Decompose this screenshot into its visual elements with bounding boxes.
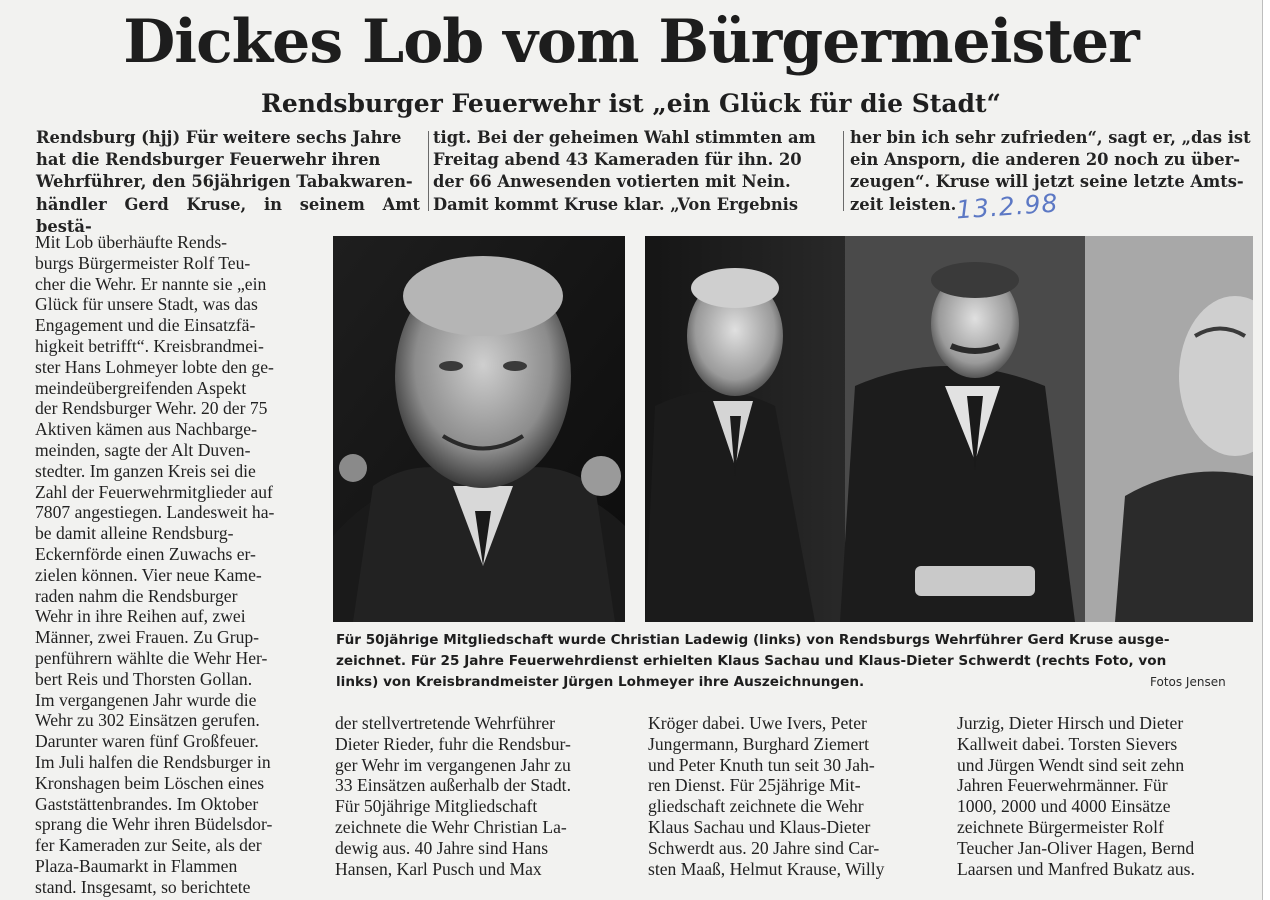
photo-caption: Für 50jährige Mitgliedschaft wurde Christian Ladewig (links) von Rendsburgs Wehrführer Gerd Kruse ausge- zeichnet. Für 25 Jahre Feuerwehrdienst erhielten Klaus Sachau und Klaus-Dieter Schwerdt (rechts Foto, von links) von Kreisbrandmeister Jürgen Lohmeyer ihre Auszeichnungen. bbox=[336, 632, 1170, 690]
bottom-column-2: Kröger dabei. Uwe Ivers, Peter Jungermann, Burghard Ziemert und Peter Knuth tun seit 30 Jah- ren Dienst. Für 25jährige Mit- gliedschaft zeichnete die Wehr Klaus Sachau und Klaus-Dieter Schwerdt aus. 20 Jahre sind Car- sten Maaß, Helmut Krause, Willy bbox=[648, 713, 885, 879]
column-divider bbox=[843, 131, 844, 211]
group-illustration bbox=[645, 236, 1253, 622]
photo-award-ceremony bbox=[645, 236, 1253, 622]
photo-christian-ladewig bbox=[333, 236, 625, 622]
lead-paragraph-1: Rendsburg (hjj) Für weitere sechs Jahre hat die Rendsburger Feuerwehr ihren Wehrführer, den 56jährigen Tabakwaren- händler Gerd Kruse, in seinem Amt bestä- bbox=[36, 128, 420, 236]
subheadline: Rendsburger Feuerwehr ist „ein Glück für die Stadt“ bbox=[261, 89, 1001, 118]
lead-paragraph-3: her bin ich sehr zufrieden“, sagt er, „das ist ein Ansporn, die anderen 20 noch zu über- zeugen“. Kruse will jetzt seine letzte Amts- zeit leisten. bbox=[850, 128, 1251, 214]
handwritten-date: 13.2.98 bbox=[955, 188, 1060, 225]
photo-credit: Fotos Jensen bbox=[1150, 675, 1226, 689]
lead-paragraph-2: tigt. Bei der geheimen Wahl stimmten am Freitag abend 43 Kameraden für ihn. 20 der 66 Anwesenden votierten mit Nein. Damit kommt Kruse klar. „Von Ergebnis bbox=[433, 128, 816, 214]
bottom-column-3: Jurzig, Dieter Hirsch und Dieter Kallweit dabei. Torsten Sievers und Jürgen Wendt sind seit zehn Jahren Feuerwehrmänner. Für 1000, 2000 und 4000 Einsätze zeichnete Bürgermeister Rolf Teucher Jan-Oliver Hagen, Bernd Laarsen und Manfred Bukatz aus. bbox=[957, 713, 1195, 879]
portrait-illustration bbox=[333, 236, 625, 622]
headline: Dickes Lob vom Bürgermeister bbox=[123, 7, 1139, 77]
bottom-column-1: der stellvertretende Wehrführer Dieter Rieder, fuhr die Rendsbur- ger Wehr im vergangenen Jahr zu 33 Einsätzen außerhalb der Stadt. Für 50jährige Mitgliedschaft zeichnete die Wehr Christian La- dewig aus. 40 Jahre sind Hans Hansen, Karl Pusch und Max bbox=[335, 713, 571, 879]
left-column-text: Mit Lob überhäufte Rends- burgs Bürgermeister Rolf Teu- cher die Wehr. Er nannte sie „ein Glück für unsere Stadt, was das Engagement und die Einsatzfä- higkeit betrifft“. Kreisbrandmei- ster Hans Lohmeyer lobte den ge- meindeübergreifenden Aspekt der Rendsburger Wehr. 20 der 75 Aktiven kämen aus Nachbarge- meinden, sagte der Alt Duven- stedter. Im ganzen Kreis sei die Zahl der Feuerwehrmitglieder auf 7807 angestiegen. Landesweit ha- be damit alleine Rendsburg- Eckernförde einen Zuwachs er- zielen können. Vier neue Kame- raden nahm die Rendsburger Wehr in ihre Reihen auf, zwei Männer, zwei Frauen. Zu Grup- penführern wählte die Wehr Her- bert Reis und Thorsten Gollan. Im vergangenen Jahr wurde die Wehr zu 302 Einsätzen gerufen. Darunter waren fünf Großfeuer. Im Juli halfen die Rendsburger in Kronshagen beim Löschen eines Gaststättenbrandes. Im Oktober sprang die Wehr ihren Büdelsdor- fer Kameraden zur Seite, als der Plaza-Baumarkt in Flammen stand. Insgesamt, so berichtete bbox=[35, 232, 275, 897]
column-divider bbox=[428, 131, 429, 211]
